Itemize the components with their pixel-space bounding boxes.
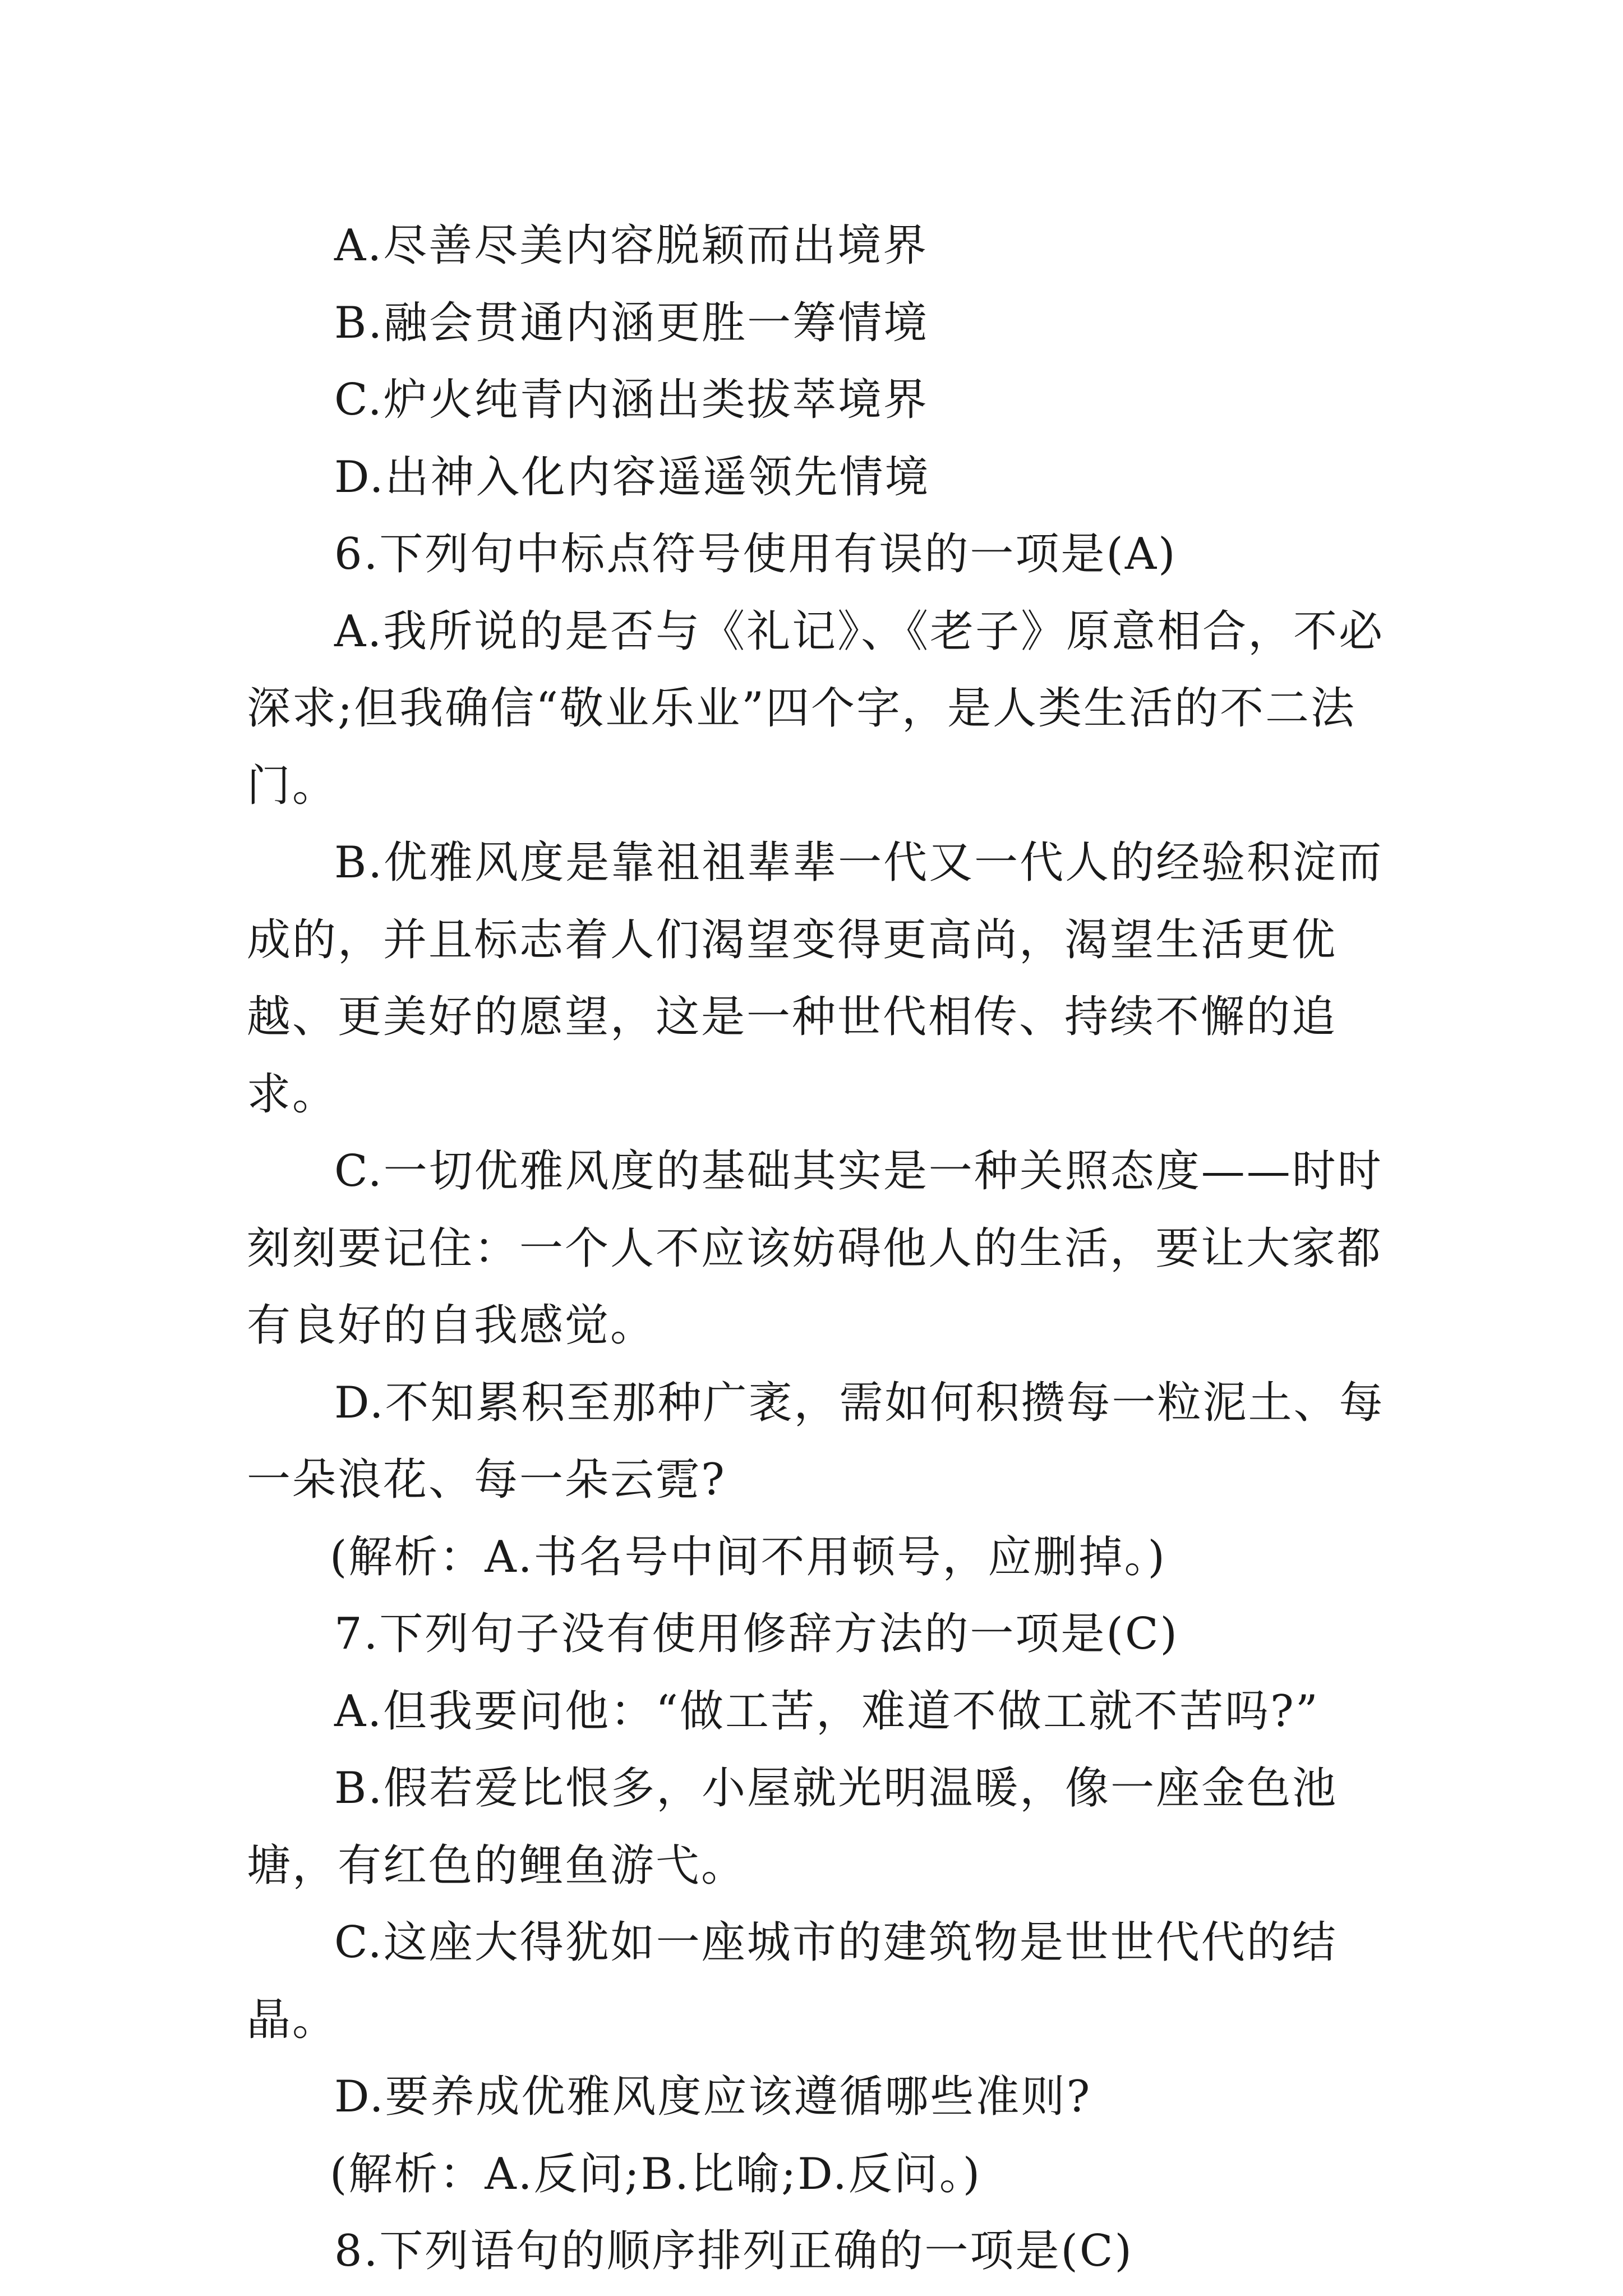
option-b-5: B.融会贯通内涵更胜一筹情境 [334, 297, 929, 348]
analysis-6: (解析：A.书名号中间不用顿号，应删掉。) [330, 1531, 1166, 1582]
question-7: 7.下列句子没有使用修辞方法的一项是(C) [334, 1609, 1179, 1659]
option-a-5: A.尽善尽美内容脱颖而出境界 [334, 220, 929, 271]
option-a-6: A.我所说的是否与《礼记》、《老子》原意相合，不必深求;但我确信“敬业乐业”四个字，是人类生活的不二法门。 [247, 606, 1385, 811]
question-8: 8.下列语句的顺序排列正确的一项是(C) [334, 2226, 1133, 2276]
option-c-7: C.这座大得犹如一座城市的建筑物是世世代代的结晶。 [247, 1917, 1338, 2045]
option-c-5: C.炉火纯青内涵出类拔萃境界 [334, 375, 929, 425]
document-body [247, 208, 1402, 2290]
option-d-6: D.不知累积至那种广袤，需如何积攒每一粒泥土、每一朵浪花、每一朵云霓? [247, 1377, 1385, 1505]
option-a-7: A.但我要问他：“做工苦，难道不做工就不苦吗?” [334, 1686, 1320, 1737]
option-b-6: B.优雅风度是靠祖祖辈辈一代又一代人的经验积淀而成的，并且标志着人们渴望变得更高尚，渴望生活更优越、更美好的愿望，这是一种世代相传、持续不懈的追求。 [247, 838, 1384, 1120]
option-b-7: B.假若爱比恨多，小屋就光明温暖，像一座金色池塘，有红色的鲤鱼游弋。 [247, 1763, 1338, 1891]
analysis-7: (解析：A.反问;B.比喻;D.反问。) [330, 2148, 982, 2200]
option-d-7: D.要养成优雅风度应该遵循哪些准则? [334, 2072, 1092, 2122]
question-6: 6.下列句中标点符号使用有误的一项是(A) [334, 529, 1177, 579]
option-d-5: D.出神入化内容遥遥领先情境 [334, 452, 930, 503]
option-c-6: C.一切优雅风度的基础其实是一种关照态度——时时刻刻要记住：一个人不应该妨碍他人的生活，要让大家都有良好的自我感觉。 [247, 1146, 1383, 1351]
